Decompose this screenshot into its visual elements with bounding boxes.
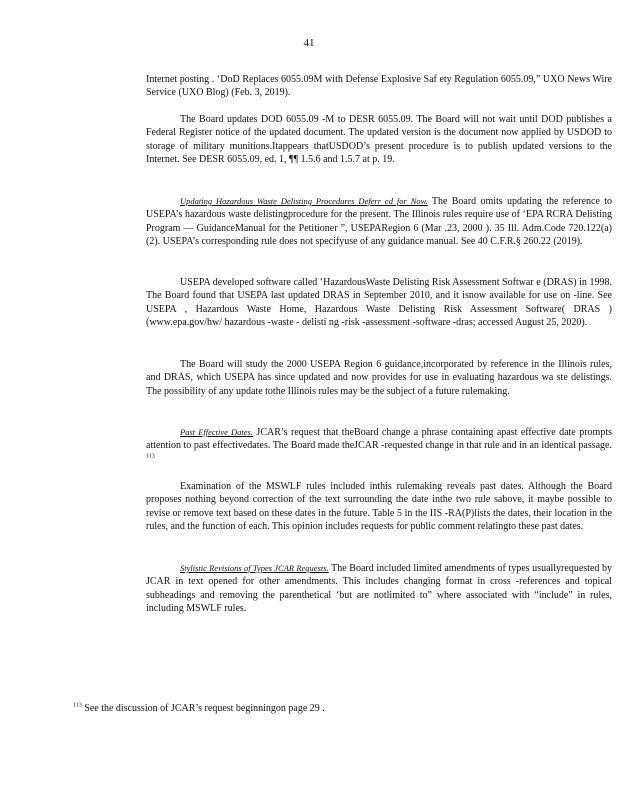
paragraph-delisting xyxy=(146,195,612,249)
paragraph-past-dates xyxy=(146,426,612,466)
paragraph-text: The Board included limited amendments of types usuallyrequested by JCAR in text opened for other amendments. This includes changing format in cross -references and topical subheadings and removing the parenthetical ‘but are notlimited to” where associated with “include” in rules, including MSWLF rules. xyxy=(146,563,612,615)
paragraph-dod-update xyxy=(146,113,612,167)
paragraph-text: Examination of the MSWLF rules included inthis rulemaking reveals past dates. Although the Board proposes nothing beyond correction of the text surrounding the date inthe two rule sabove, it maybe possible to revise or remove text based on these dates in the future. Table 5 in the IIS -RA(P)lists the dates, their location in the rules, and the function of each. This opinion includes requests for public comment relatingto these past dates. xyxy=(146,481,612,533)
paragraph-body xyxy=(146,426,612,466)
paragraph-stylistic xyxy=(146,562,612,616)
footnote-ref[interactable]: 113 xyxy=(146,453,155,460)
paragraph-study xyxy=(146,358,612,398)
paragraph-text: The Board omits updating the reference to USEPA’s hazardous waste delistingprocedure for the present. The Illinois rules require use of ‘EPA RCRA Delisting Program — GuidanceManual for the Petitioner ”, USEPARegion 6 (Mar .23, 2000 ). 35 Ill. Adm.Code 720.122(a)(2). USEPA’s corresponding rule does not specifyuse of any guidance manual. See 40 C.F.R.§ 260.22 (2019). xyxy=(146,196,612,248)
paragraph-text: USEPA developed software called ‘HazardousWaste Delisting Risk Assessment Softwar e (DRAS) in 1998. The Board found that USEPA last updated DRAS in September 2010, and it isnow available for use on -line. See USEPA , Hazardous Waste Home, Hazardous Waste Delisting Risk Assessment Software( DRAS )(www.epa.gov/hw/ hazardous -waste - delisti ng -risk -assessment -software -dras; accessed August 25, 2020). xyxy=(146,277,612,329)
paragraph-body xyxy=(146,195,612,249)
page-number: 41 xyxy=(303,37,315,49)
paragraph-dras xyxy=(146,276,612,330)
footnote-number: 113 xyxy=(73,702,82,709)
footnote-text: See the discussion of JCAR’s request beginningon page 29 . xyxy=(81,703,325,714)
paragraph-text: Internet posting . ‘DoD Replaces 6055.09M with Defense Explosive Saf ety Regulation 6055.09,” UXO News Wire Service (UXO Blog) (Feb. 3, 2019). xyxy=(146,74,612,99)
paragraph-text: The Board updates DOD 6055.09 -M to DESR 6055.09. The Board will not wait until DOD publishes a Federal Register notice of the updated document. The updated version is the document now applied by USDOD to storage of military munitions.Itappears thatUSDOD’s present procedure is to publish updated versions to the Internet. See DESR 6055.09, ed. 1, ¶¶ 1.5.6 and 1.5.7 at p. 19. xyxy=(146,114,612,166)
section-heading: Updating Hazardous Waste Delisting Procedures Deferr ed for Now. xyxy=(180,196,428,206)
footnote xyxy=(73,703,539,714)
paragraph-citation xyxy=(146,73,612,100)
paragraph-mswlf xyxy=(146,480,612,534)
paragraph-text: The Board will study the 2000 USEPA Region 6 guidance,incorporated by reference in the Illinois rules, and DRAS, which USEPA has since updated and now provides for use in evaluating hazardous wa ste delistings. The possibility of any update tothe Illinois rules may be the subject of a future rulemaking. xyxy=(146,359,612,397)
section-heading: Past Effective Dates. xyxy=(180,427,253,437)
paragraph-body xyxy=(146,562,612,616)
section-heading: Stylistic Revisions of Types JCAR Requests. xyxy=(180,563,329,573)
paragraph-text: JCAR’s request that theBoard change a phrase containing apast effective date prompts attention to past effectivedates. The Board made theJCAR -requested change in that rule and in an identical passage. xyxy=(146,427,612,452)
